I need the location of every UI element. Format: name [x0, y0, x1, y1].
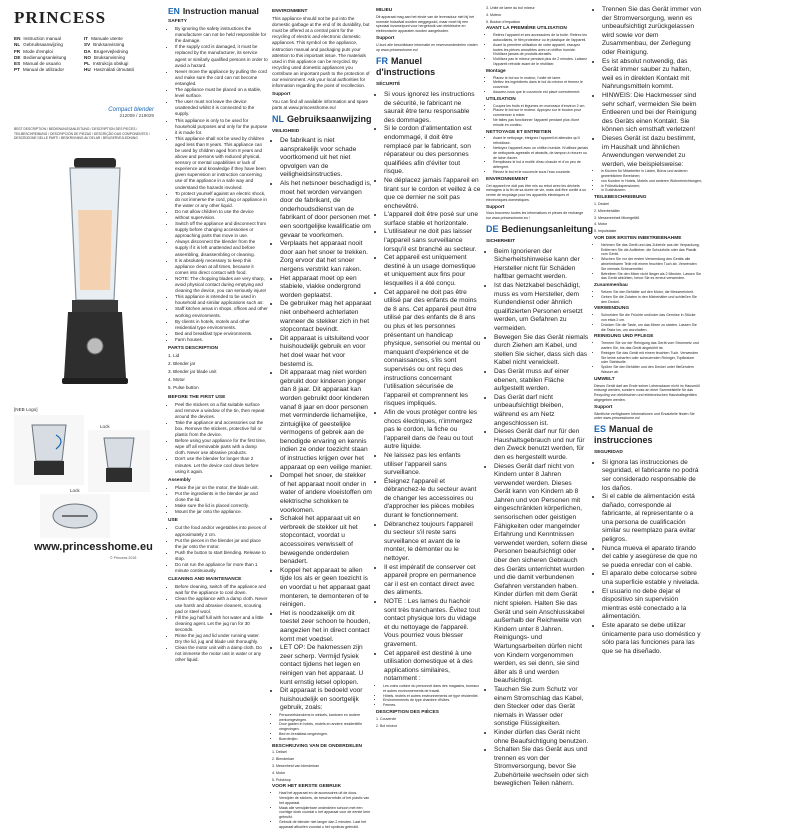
- first-use-list: • Peel the stickers on a flat suitable surface and remove a window of the tin, then repeat around the devices. • Take the appliance and accessories out the box. Remove the stickers, protective foil or plastic from the device. • Before using your appliance for the first time, wipe off all removable parts with a damp cloth. Never use abrasive products. • Don't use the blender for longer than 2 minutes. Let the device cool down before using it again.: [168, 402, 268, 475]
- section-title-de: DE Bedienungsanleitung: [486, 224, 594, 235]
- blender-illustration: [40, 150, 150, 390]
- assembly-heading: Assembly: [168, 477, 191, 483]
- cleaning-heading: REINIGUNG UND PFLEGE: [594, 334, 654, 340]
- column-nl-fr: MILIEU Dit apparaat mag aan het einde van de levensduur niet bij het normale huisafval worden weggegooid, maar moet bij een speciaal inzamelpunt voor hergebruik van elektrische en elektronische apparaten worden aangeboden. Support U kunt alle beschikbare informatie en reserveonderdelen vinden op www.princesshome.eu! FR Manuel d'instructions SÉCURITÉ • Si vous ignorez les instructions de sécurité, le fabricant ne saurait être tenu responsable des dommages. • Si le cordon d'alimentation est endommagé, il doit être remplacé par le fabricant, son réparateur ou des personnes qualifiées afin d'éviter tout risque. • Ne déplacez jamais l'appareil en tirant sur le cordon et veillez à ce que ce dernier ne soit pas enchevêtré. • L'appareil doit être posé sur une surface stable et horizontale. • L'utilisateur ne doit pas laisser l'appareil sans surveillance lorsqu'il est branché au secteur. • Cet appareil est uniquement destiné à un usage domestique et uniquement aux fins pour lesquelles il a été conçu. • Cet appareil ne doit pas être utilisé par des enfants de moins de 8 ans. Cet appareil peut être utilisé par des enfants de 8 ans ou plus et les personnes présentant un handicap physique, sensoriel ou mental ou manquant d'expérience et de connaissances, s'ils sont supervisés ou ont reçu des instructions concernant l'utilisation sécurisée de l'appareil et comprennent les risques impliqués. • Afin de vous protéger contre les chocs électriques, n'immergez pas le cordon, la fiche ou l'appareil dans de l'eau ou tout autre liquide. • Ne laissez pas les enfants utiliser l'appareil sans surveillance. • Éteignez l'appareil et débranchez-le du secteur avant de changer les accessoires ou d'approcher les pièces mobiles durant le fonctionnement. • Débranchez toujours l'appareil du secteur s'il reste sans surveillance et avant de le monter, le démonter ou le nettoyer. • Il est impératif de conserver cet appareil propre en permanence car il est en contact direct avec des aliments. • NOTE : Les lames du hachoir sont très tranchantes. Évitez tout contact physique lors du vidage et du nettoyage de l'appareil. Vous pourriez vous blesser gravement. • Cet appareil est destiné à une utilisation domestique et à des applications similaires, notamment : • Les coins cuisine du personnel dans des magasins, bureaux et autres environnements de travail. • Hôtels, motels et autres environnements de type résidentiel. • Environnements de type chambre d'hôtes. • Fermes. DESCRIPTION DES PIÈCES 1. Couvercle 2. Bol mixeur: [376, 6, 481, 730]
- assembly-heading: Zusammenbau: [594, 283, 628, 289]
- section-title-nl: NL Gebruiksaanwijzing: [272, 113, 372, 124]
- language-item: PT Manual de utilizador: [14, 67, 64, 73]
- product-title: Compact blender 212009 / 219029: [14, 107, 154, 118]
- assembly-list: • Placez le bol sur le moteur, l'unité de lame. • Mettez les ingrédients dans le bol du mixeur et fermez le couvercle. • Assurez-vous que le couvercle est placé correctement.: [486, 76, 589, 95]
- assembly-diagram-3: [40, 494, 110, 538]
- parts-item: 2. Blender jar: [168, 361, 196, 367]
- language-item: NO Bruksanvisning: [84, 54, 126, 60]
- parts-item: 1. Lid: [168, 353, 180, 359]
- environment-text: This appliance should not be put into the domestic garbage at the end of its durability, but must be offered at a central point for the recycling of electric and electronic domestic appliances. This symbol on the appliance, instruction manual and packaging puts your attention to this important issue. The materials used in this appliance can be recycled. By recycling used domestic appliances you contribute an important push to the protection of our environment. Ask your local authorities for information regarding the point of recollection.: [272, 16, 370, 89]
- parts-item: 3. Blender jar blade unit: [168, 369, 217, 375]
- first-use-heading: AVANT LA PREMIÈRE UTILISATION: [486, 26, 567, 32]
- safety-sublist: • in Küchen für Mitarbeiter in Läden, Büros und anderen gewerblichen Bereichen; • von Kunden in Hotels, Motels und anderen Wohneinrichtungen; • in Frühstückspensionen; • in Gutshäusern.: [594, 169, 702, 193]
- parts-heading: BESCHRIJVING VAN DE ONDERDELEN: [272, 743, 362, 749]
- first-use-list: • Nehmen Sie das Gerät und das Zubehör aus der Verpackung. Entfernen Sie die Aufkleber, die Schutzfolie oder das Plastik vom Gerät. • Wischen Sie vor der ersten Verwendung des Geräts alle abnehmbaren Teile mit einem feuchten Tuch ab. Verwenden Sie niemals Scheuermittel. • Betreiben Sie den Mixer nicht länger als 2 Minuten. Lassen Sie das Gerät abkühlen, bevor Sie es erneut verwenden.: [594, 243, 702, 281]
- language-item: FR Mode d'emploi: [14, 48, 53, 54]
- parts-item: 4. Motor: [168, 377, 185, 383]
- column-en: [168, 6, 268, 663]
- safety-list-cont: • Trennen Sie das Gerät immer von der Stromversorgung, wenn es unbeaufsichtigt zurückgelassen wird sowie vor dem Zusammenbau, der Zerlegung oder Reinigung. • Es ist absolut notwendig, das Gerät immer sauber zu halten, weil es in direkten Kontakt mit Nahrungsmitteln kommt. • HINWEIS: Die Hackmesser sind sehr scharf, vermeiden Sie beim Entleeren und bei der Reinigung des Geräts einen Kontakt. Sie können sich ernsthaft verletzen! • Dieses Gerät ist dazu bestimmt, im Haushalt und ähnlichen Anwendungen verwendet zu werden, wie beispielsweise:: [594, 6, 702, 169]
- safety-heading: SEGURIDAD: [594, 450, 623, 456]
- assembly-diagram-2: [88, 430, 150, 492]
- assembly-heading: Montage: [486, 68, 506, 74]
- safety-list: • Beim Ignorieren der Sicherheitshinweise kann der Hersteller nicht für Schäden haftbar gemacht werden. • Ist das Netzkabel beschädigt, muss es vom Hersteller, dem Kundendienst oder ähnlich qualifizierten Personen ersetzt werden, um Gefahren zu vermeiden. • Bewegen Sie das Gerät niemals durch Ziehen am Kabel, und stellen Sie sicher, dass sich das Kabel nicht verwickelt. • Das Gerät muss auf einer ebenen, stabilen Fläche aufgestellt werden. • Das Gerät darf nicht unbeaufsichtigt bleiben, während es am Netz angeschlossen ist. • Dieses Gerät darf nur für den Haushaltsgebrauch und nur für den Zweck benutzt werden, für den es hergestellt wurde. • Dieses Gerät darf nicht von Kindern unter 8 Jahren verwendet werden. Dieses Gerät kann von Kindern ab 8 Jahren und von Personen mit eingeschränkten körperlichen, sensorischen oder geistigen Fähigkeiten oder mangelnder Erfahrung und Kenntnissen verwendet werden, sofern diese Personen beaufsichtigt oder über den sicheren Gebrauch des Geräts unterrichtet wurden und die damit verbundenen Gefahren verstanden haben. Kinder dürfen mit dem Gerät nicht spielen. Halten Sie das Gerät und sein Anschlusskabel außerhalb der Reichweite von Kindern unter 8 Jahren. Reinigungs- und Wartungsarbeiten dürfen nicht von Kindern vorgenommen werden, es sei denn, sie sind älter als 8 und werden beaufsichtigt. • Tauchen Sie zum Schutz vor einem Stromschlag das Kabel, den Stecker oder das Gerät niemals in Wasser oder sonstige Flüssigkeiten. • Kinder dürfen das Gerät nicht ohne Beaufsichtigung benutzen. • Schalten Sie das Gerät aus und trennen es von der Stromversorgung, bevor Sie Zubehörteile wechseln oder sich beweglichen Teilen nähern.: [486, 248, 589, 789]
- language-item: ES Manual de usuario: [14, 61, 61, 67]
- support-text: You can find all available information and spare parts at www.princesshome.eu!: [272, 99, 369, 111]
- use-list: • Coupez les fruits et légumes en morceaux d'environ 2 cm. • Placez le bol sur le moteur. Appuyez sur le bouton pour commencer à mixer. • Ne faites pas fonctionner l'appareil pendant plus d'une minute en continu.: [486, 104, 589, 128]
- column-de-es: • Trennen Sie das Gerät immer von der Stromversorgung, wenn es unbeaufsichtigt zurückgelassen wird sowie vor dem Zusammenbau, der Zerlegung oder Reinigung. • Es ist absolut notwendig, das Gerät immer sauber zu halten, weil es in direkten Kontakt mit Nahrungsmitteln kommt. • HINWEIS: Die Hackmesser sind sehr scharf, vermeiden Sie beim Entleeren und bei der Reinigung des Geräts einen Kontakt. Sie können sich ernsthaft verletzen! • Dieses Gerät ist dazu bestimmt, im Haushalt und ähnlichen Anwendungen verwendet zu werden, wie beispielsweise: • in Küchen für Mitarbeiter in Läden, Büros und anderen gewerblichen Bereichen; • von Kunden in Hotels, Motels und anderen Wohneinrichtungen; • in Frühstückspensionen; • in Gutshäusern. TEILEBESCHREIBUNG 1. Deckel 2. Mixerbehälter 3. Messereinheit Mixergefäß 4. Motor 5. Impulstaste VOR DER ERSTEN INBETRIEBNAHME • Nehmen Sie das Gerät und das Zubehör aus der Verpackung. Entfernen Sie die Aufkleber, die Schutzfolie oder das Plastik vom Gerät. • Wischen Sie vor der ersten Verwendung des Geräts alle abnehmbaren Teile mit einem feuchten Tuch ab. Verwenden Sie niemals Scheuermittel. • Betreiben Sie den Mixer nicht länger als 2 Minuten. Lassen Sie das Gerät abkühlen, bevor Sie es erneut verwenden. Zusammenbau • Setzen Sie den Behälter auf den Motor, die Messereinheit. • Geben Sie die Zutaten in den Mixbehälter und schließen Sie den Deckel. VERWENDUNG • Schneiden Sie die Früchte und/oder das Gemüse in Stücke von etwa 2 cm. • Drücken Sie die Taste, um das Mixen zu starten. Lassen Sie die Taste los, um anzuhalten. REINIGUNG UND PFLEGE • Trennen Sie vor der Reinigung das Gerät vom Stromnetz und warten Sie, bis das Gerät abgekühlt ist. • Reinigen Sie das Gerät mit einem feuchten Tuch. Verwenden Sie keine scharfen oder scheuernden Reiniger, Topfkratzer oder Stahlwolle. • Spülen Sie den Behälter und den Deckel unter fließendem Wasser ab. UMWELT Dieses Gerät darf am Ende seiner Lebensdauer nicht im Hausmüll entsorgt werden, sondern muss an einer Sammelstelle für das Recycling von elektrischen und elektronischen Haushaltsgeräten abgegeben werden. Support Sämtliche verfügbaren Informationen und Ersatzteile finden Sie unter www.princesshome.eu! ES Manual de instrucciones SEGURIDAD • Si ignora las instrucciones de seguridad, el fabricante no podrá ser considerado responsable de los daños. • Si el cable de alimentación está dañado, corresponde al fabricante, al representante o a una persona de cualificación similar su reemplazo para evitar peligros. • Nunca mueva el aparato tirando del cable y asegúrese de que no se pueda enredar con el cable. • El aparato debe colocarse sobre una superficie estable y nivelada. • El usuario no debe dejar el dispositivo sin supervisión mientras esté conectado a la alimentación. • Este aparato se debe utilizar únicamente para uso doméstico y sólo para las funciones para las que se ha diseñado.: [594, 6, 702, 656]
- assembly-diagram-1: [14, 415, 84, 485]
- support-heading: Support: [594, 404, 613, 410]
- cleaning-list: • Avant le nettoyage, éteignez l'appareil et attendez qu'il refroidisse. • Nettoyez l'appareil avec un chiffon humide. N'utilisez jamais de nettoyants agressifs et abrasifs, de tampon à récurer ou de laine d'acier. • Remplissez le bol à moitié d'eau chaude et d'un peu de détergent. • Rincez le bol et le couvercle sous l'eau courante.: [486, 136, 589, 174]
- first-use-heading: BEFORE THE FIRST USE: [168, 394, 226, 400]
- support-heading: Support: [376, 35, 395, 41]
- parts-heading: PARTS DESCRIPTION: [168, 345, 219, 351]
- safety-heading: VEILIGHEID: [272, 128, 300, 134]
- language-item: SV Bruksanvisning: [84, 42, 125, 48]
- environment-heading: ENVIRONNEMENT: [486, 176, 529, 182]
- column-fr-de: 3. Unité de lame du bol mixeur 4. Moteur 5. Bouton d'impulsion AVANT LA PREMIÈRE UTILISATION • Retirez l'appareil et ses accessoires de la boîte. Retirez les autocollants, le film protecteur ou le plastique de l'appareil. • Avant la première utilisation de votre appareil, essuyez toutes les pièces amovibles avec un chiffon humide. N'utilisez jamais de produits abrasifs. • N'utilisez pas le mixeur pendant plus de 2 minutes. Laissez l'appareil refroidir avant de le réutiliser. Montage • Placez le bol sur le moteur, l'unité de lame. • Mettez les ingrédients dans le bol du mixeur et fermez le couvercle. • Assurez-vous que le couvercle est placé correctement. UTILISATION • Coupez les fruits et légumes en morceaux d'environ 2 cm. • Placez le bol sur le moteur. Appuyez sur le bouton pour commencer à mixer. • Ne faites pas fonctionner l'appareil pendant plus d'une minute en continu. NETTOYAGE ET ENTRETIEN • Avant le nettoyage, éteignez l'appareil et attendez qu'il refroidisse. • Nettoyez l'appareil avec un chiffon humide. N'utilisez jamais de nettoyants agressifs et abrasifs, de tampon à récurer ou de laine d'acier. • Remplissez le bol à moitié d'eau chaude et d'un peu de détergent. • Rincez le bol et le couvercle sous l'eau courante. ENVIRONNEMENT Cet appareil ne doit pas être mis au rebut avec les déchets ménagers à la fin de sa durée de vie, mais doit être confié à un centre de recyclage pour les appareils électriques et électroniques domestiques. Support Vous trouverez toutes les informations et pièces de rechange sur www.princesshome.eu ! DE Bedienungsanleitung SICHERHEIT • Beim Ignorieren der Sicherheitshinweise kann der Hersteller nicht für Schäden haftbar gemacht werden. • Ist das Netzkabel beschädigt, muss es vom Hersteller, dem Kundendienst oder ähnlich qualifizierten Personen ersetzt werden, um Gefahren zu vermeiden. • Bewegen Sie das Gerät niemals durch Ziehen am Kabel, und stellen Sie sicher, dass sich das Kabel nicht verwickelt. • Das Gerät muss auf einer ebenen, stabilen Fläche aufgestellt werden. • Das Gerät darf nicht unbeaufsichtigt bleiben, während es am Netz angeschlossen ist. • Dieses Gerät darf nur für den Haushaltsgebrauch und nur für den Zweck benutzt werden, für den es hergestellt wurde. • Dieses Gerät darf nicht von Kindern unter 8 Jahren verwendet werden. Dieses Gerät kann von Kindern ab 8 Jahren und von Personen mit eingeschränkten körperlichen, sensorischen oder geistigen Fähigkeiten oder mangelnder Erfahrung und Kenntnissen verwendet werden, sofern diese Personen beaufsichtigt oder über den sicheren Gebrauch des Geräts unterrichtet wurden und die damit verbundenen Gefahren verstanden haben. Kinder dürfen mit dem Gerät nicht spielen. Halten Sie das Gerät und sein Anschlusskabel außerhalb der Reichweite von Kindern unter 8 Jahren. Reinigungs- und Wartungsarbeiten dürfen nicht von Kindern vorgenommen werden, es sei denn, sie sind älter als 8 und werden beaufsichtigt. • Tauchen Sie zum Schutz vor einem Stromschlag das Kabel, den Stecker oder das Gerät niemals in Wasser oder sonstige Flüssigkeiten. • Kinder dürfen das Gerät nicht ohne Beaufsichtigung benutzen. • Schalten Sie das Gerät aus und trennen es von der Stromversorgung, bevor Sie Zubehörteile wechseln oder sich beweglichen Teilen nähern.: [486, 6, 589, 789]
- support-heading: Support: [486, 204, 505, 210]
- safety-sublist: • Les coins cuisine du personnel dans des magasins, bureaux et autres environnements de travail. • Hôtels, motels et autres environnements de type résidentiel. • Environnements de type chambre d'hôtes. • Fermes.: [376, 684, 481, 708]
- environment-heading: UMWELT: [594, 376, 615, 382]
- support-heading: Support: [272, 92, 291, 98]
- language-list: [14, 36, 164, 74]
- product-description: BEST DESCRIPTION / BEDIENUNGSANLEITUNG / DESCRIPTION DES PIECES / TEILBESCHREIBUNG / DESCRIPCIÓN DE PIEZAS / DESCRIÇÃO DAS COMPONENTES / DESCRIZIONE DELLE PARTI / BESKRIVNING AV DELAR / BRUGERVEJLEDNING: [14, 127, 150, 140]
- parts-heading: TEILEBESCHREIBUNG: [594, 195, 647, 201]
- section-title-en: EN Instruction manual: [168, 6, 259, 16]
- use-list: • Cut the food and/or vegetables into pieces of approximately 2 cm. • Put the pieces in the blender jar and place the jar onto the motor. • Push the button to start blending. Release to stop. • Do not run the appliance for more than 1 minute continuously.: [168, 525, 268, 574]
- safety-list: • Si vous ignorez les instructions de sécurité, le fabricant ne saurait être tenu responsable des dommages. • Si le cordon d'alimentation est endommagé, il doit être remplacé par le fabricant, son réparateur ou des personnes qualifiées afin d'éviter tout risque. • Ne déplacez jamais l'appareil en tirant sur le cordon et veillez à ce que ce dernier ne soit pas enchevêtré. • L'appareil doit être posé sur une surface stable et horizontale. • L'utilisateur ne doit pas laisser l'appareil sans surveillance lorsqu'il est branché au secteur. • Cet appareil est uniquement destiné à un usage domestique et uniquement aux fins pour lesquelles il a été conçu. • Cet appareil ne doit pas être utilisé par des enfants de moins de 8 ans. Cet appareil peut être utilisé par des enfants de 8 ans ou plus et les personnes présentant un handicap physique, sensoriel ou mental ou manquant d'expérience et de connaissances, s'ils sont supervisés ou ont reçu des instructions concernant l'utilisation sécurisée de l'appareil et comprennent les risques impliqués. • Afin de vous protéger contre les chocs électriques, n'immergez pas le cordon, la fiche ou l'appareil dans de l'eau ou tout autre liquide. • Ne laissez pas les enfants utiliser l'appareil sans surveillance. • Éteignez l'appareil et débranchez-le du secteur avant de changer les accessoires ou d'approcher les pièces mobiles durant le fonctionnement. • Débranchez toujours l'appareil du secteur s'il reste sans surveillance et avant de le monter, le démonter ou le nettoyer. • Il est impératif de conserver cet appareil propre en permanence car il est en contact direct avec des aliments. • NOTE : Les lames du hachoir sont très tranchantes. Évitez tout contact physique lors du vidage et du nettoyage de l'appareil. Vous pourriez vous blesser gravement. • Cet appareil est destiné à une utilisation domestique et à des applications similaires, notamment :: [376, 91, 481, 684]
- use-list: • Schneiden Sie die Früchte und/oder das Gemüse in Stücke von etwa 2 cm. • Drücken Sie die Taste, um das Mixen zu starten. Lassen Sie die Taste los, um anzuhalten.: [594, 313, 702, 332]
- language-item: NL Gebruiksaanwijzing: [14, 42, 63, 48]
- first-use-list: • Haal het apparaat en de accessoires uit de doos. Verwijder de stickers, de beschermfolie of het plastic van het apparaat. • Maak alle verwijderbare onderdelen schoon met een vochtige doek voordat u het apparaat voor de eerste keer gebruikt. • Gebruik de blender niet langer dan 2 minuten. Laat het apparaat afkoelen voordat u het opnieuw gebruikt.: [272, 791, 372, 829]
- language-item: DE Bedienungsanleitung: [14, 54, 67, 60]
- safety-list: • By ignoring the safety instructions the manufacturer can not be held responsible for the damage. • If the supply cord is damaged, it must be replaced by the manufacturer, its service agent or similarly qualified persons in order to avoid a hazard. • Never move the appliance by pulling the cord and make sure the cord can not become entangled. • The appliance must be placed on a stable, level surface. • The user must not leave the device unattended whilst it is connected to the supply. • This appliance is only to be used for household purposes and only for the purpose it is made for. • This appliance shall not be used by children aged less than 8 years. This appliance can be used by children aged from 8 years and above and persons with reduced physical, sensory or mental capabilities or lack of experience and knowledge if they have been given supervision or instruction concerning use of the appliance in a safe way and understand the hazards involved. • To protect yourself against an electric shock, do not immerse the cord, plug or appliance in the water or any other liquid. • Do not allow children to use the device without supervision. • Switch off the appliance and disconnect from supply before changing accessories or approaching parts that move in use. • Always disconnect the blender from the supply if it is left unattended and before assembling, disassembling or cleaning. • It is absolutely necessary to keep this appliance clean at all times, because it comes into direct contact with food. • NOTE: The chopping blades are very sharp, avoid physical contact during emptying and cleaning the device, you can seriously injure! • This appliance is intended to be used in household and similar applications such as: • Staff kitchen areas in shops, offices and other working environments. • By clients in hotels, motels and other residential type environments. • Bed and breakfast type environments. • Farm houses.: [168, 26, 268, 343]
- section-title-es: ES Manual de instrucciones: [594, 424, 654, 446]
- safety-sublist: • Personeelskeukens in winkels, kantoren en andere werkomgevingen. • Door gasten in hotels, motels en andere residentiële omgevingen. • Bed en breakfast-omgevingen. • Boerderijen.: [272, 713, 372, 742]
- use-heading: VERWENDUNG: [594, 306, 630, 312]
- safety-list: • Si ignora las instrucciones de seguridad, el fabricante no podrá ser considerado responsable de los daños. • Si el cable de alimentación está dañado, corresponde al fabricante, al representante o a una persona de cualificación similar su reemplazo para evitar peligros. • Nunca mueva el aparato tirando del cable y asegúrese de que no se pueda enredar con el cable. • El aparato debe colocarse sobre una superficie estable y nivelada. • El usuario no debe dejar el dispositivo sin supervisión mientras esté conectado a la alimentación. • Este aparato se debe utilizar únicamente para uso doméstico y sólo para las funciones para las que se ha diseñado.: [594, 459, 702, 657]
- language-item: DA Brugervejledning: [84, 48, 129, 54]
- cleaning-list: • Trennen Sie vor der Reinigung das Gerät vom Stromnetz und warten Sie, bis das Gerät abgekühlt ist. • Reinigen Sie das Gerät mit einem feuchten Tuch. Verwenden Sie keine scharfen oder scheuernden Reiniger, Topfkratzer oder Stahlwolle. • Spülen Sie den Behälter und den Deckel unter fließendem Wasser ab.: [594, 341, 702, 375]
- first-use-heading: VOOR HET EERSTE GEBRUIK: [272, 784, 342, 790]
- safety-heading: SICHERHEIT: [486, 239, 516, 245]
- parts-heading: DESCRIPTION DES PIÈCES: [376, 709, 439, 715]
- use-heading: USE: [168, 518, 178, 524]
- safety-heading: SÉCURITÉ: [376, 82, 401, 88]
- language-item: PL Instrukcja obsługi: [84, 61, 129, 67]
- language-item: EN Instruction manual: [14, 36, 61, 41]
- column-nl: ENVIRONMENT This appliance should not be put into the domestic garbage at the end of its durability, but must be offered at a central point for the recycling of electric and electronic domestic appliances. This symbol on the appliance, instruction manual and packaging puts your attention to this important issue. The materials used in this appliance can be recycled. By recycling used domestic appliances you contribute an important push to the protection of our environment. Ask your local authorities for information regarding the point of recollection. Support You can find all available information and spare parts at www.princesshome.eu! NL Gebruiksaanwijzing VEILIGHEID • De fabrikant is niet aansprakelijk voor schade voortkomend uit het niet opvolgen van de veiligheidsinstructies. • Als het netsnoer beschadigd is, moet het worden vervangen door de fabrikant, de onderhoudsdienst van de fabrikant of door personen met een soortgelijke kwalificatie om gevaar te voorkomen. • Verplaats het apparaat nooit door aan het snoer te trekken. Zorg ervoor dat het snoer nergens verstrikt kan raken. • Het apparaat moet op een stabiele, vlakke ondergrond worden geplaatst. • De gebruiker mag het apparaat niet onbeheerd achterlaten wanneer de stekker zich in het stopcontact bevindt. • Dit apparaat is uitsluitend voor huishoudelijk gebruik en voor het doel waar het voor bestemd is. • Dit apparaat mag niet worden gebruikt door kinderen jonger dan 8 jaar. Dit apparaat kan worden gebruikt door kinderen vanaf 8 jaar en door personen met verminderde lichamelijke, zintuiglijke of geestelijke vermogens of gebrek aan de benodigde ervaring en kennis indien ze onder toezicht staan of instructies krijgen over het apparaat op een veilige manier. • Dompel het snoer, de stekker of het apparaat nooit onder in water of andere vloeistoffen om elektrische schokken te voorkomen. • Schakel het apparaat uit en verbreek de stekker uit het stopcontact, voordat u accessoires verwisselt of bewegende onderdelen benadert. • Koppel het apparaat te allen tijde los als er geen toezicht is en voordat u het apparaat gaat monteren, te demonteren of te reinigen. • Het is noodzakelijk om dit toestel zeer schoon te houden, aangezien het in direct contact komt met voedsel. • LET OP: De hakmessen zijn zeer scherp. Vermijd fysiek contact tijdens het legen en reinigen van het apparaat. U kunt ernstig letsel oplopen. • Dit apparaat is bedoeld voor huishoudelijk en soortgelijk gebruik, zoals: • Personeelskeukens in winkels, kantoren en andere werkomgevingen. • Door gasten in hotels, motels en andere residentiële omgevingen. • Bed en breakfast-omgevingen. • Boerderijen. BESCHRIJVING VAN DE ONDERDELEN 1. Deksel 2. Blenderkan 3. Mesenheid van blenderkan 4. Motor 5. Pulsknop VOOR HET EERSTE GEBRUIK • Haal het apparaat en de accessoires uit de doos. Verwijder de stickers, de beschermfolie of het plastic van het apparaat. • Maak alle verwijderbare onderdelen schoon met een vochtige doek voordat u het apparaat voor de eerste keer gebruikt. • Gebruik de blender niet langer dan 2 minuten. Laat het apparaat afkoelen voordat u het opnieuw gebruikt.: [272, 6, 372, 830]
- use-heading: UTILISATION: [486, 96, 516, 102]
- language-item: HU Használati útmutató: [84, 67, 135, 73]
- safety-heading: SAFETY: [168, 19, 187, 24]
- cleaning-heading: NETTOYAGE ET ENTRETIEN: [486, 129, 552, 135]
- document-date: © Princess 2018: [110, 556, 137, 560]
- first-use-list: • Retirez l'appareil et ses accessoires de la boîte. Retirez les autocollants, le film protecteur ou le plastique de l'appareil. • Avant la première utilisation de votre appareil, essuyez toutes les pièces amovibles avec un chiffon humide. N'utilisez jamais de produits abrasifs. • N'utilisez pas le mixeur pendant plus de 2 minutes. Laissez l'appareil refroidir avant de le réutiliser.: [486, 33, 589, 67]
- language-item: IT Manuale utente: [84, 36, 123, 41]
- product-model: 212009 / 219029: [119, 113, 154, 118]
- figure-label: [NEB Logo]: [14, 407, 38, 412]
- brand-logo: PRINCESS: [14, 8, 107, 27]
- figure-label: Lock: [70, 488, 80, 493]
- cleaning-list: • Before cleaning, switch off the appliance and wait for the appliance to cool down. • Clean the appliance with a damp cloth. Never use harsh and abrasive cleaners, scouring pad or steel wool. • Fill the jug half full with hot water and a little cleaning agent. Let the jug run for 30 seconds. • Rinse the jug and lid under running water. Dry the lid, jug and blade unit thoroughly. • Clean the motor unit with a damp cloth. Do not immerse the motor unit in water or any other liquid.: [168, 584, 268, 663]
- assembly-list: • Place the jar on the motor, the blade unit. • Put the ingredients in the blender jar and close the lid. • Make sure the lid is placed correctly. • Mount the jar onto the appliance.: [168, 485, 268, 515]
- website-url[interactable]: www.princesshome.eu: [34, 541, 153, 553]
- figure-label: Lock: [100, 424, 110, 429]
- parts-item: 5. Pulse button: [168, 385, 199, 391]
- section-title-fr: FR Manuel d'instructions: [376, 56, 436, 78]
- assembly-list: • Setzen Sie den Behälter auf den Motor, die Messereinheit. • Geben Sie die Zutaten in den Mixbehälter und schließen Sie den Deckel.: [594, 290, 702, 304]
- safety-list: • De fabrikant is niet aansprakelijk voor schade voortkomend uit het niet opvolgen van de veiligheidsinstructies. • Als het netsnoer beschadigd is, moet het worden vervangen door de fabrikant, de onderhoudsdienst van de fabrikant of door personen met een soortgelijke kwalificatie om gevaar te voorkomen. • Verplaats het apparaat nooit door aan het snoer te trekken. Zorg ervoor dat het snoer nergens verstrikt kan raken. • Het apparaat moet op een stabiele, vlakke ondergrond worden geplaatst. • De gebruiker mag het apparaat niet onbeheerd achterlaten wanneer de stekker zich in het stopcontact bevindt. • Dit apparaat is uitsluitend voor huishoudelijk gebruik en voor het doel waar het voor bestemd is. • Dit apparaat mag niet worden gebruikt door kinderen jonger dan 8 jaar. Dit apparaat kan worden gebruikt door kinderen vanaf 8 jaar en door personen met verminderde lichamelijke, zintuiglijke of geestelijke vermogens of gebrek aan de benodigde ervaring en kennis indien ze onder toezicht staan of instructies krijgen over het apparaat op een veilige manier. • Dompel het snoer, de stekker of het apparaat nooit onder in water of andere vloeistoffen om elektrische schokken te voorkomen. • Schakel het apparaat uit en verbreek de stekker uit het stopcontact, voordat u accessoires verwisselt of bewegende onderdelen benadert. • Koppel het apparaat te allen tijde los als er geen toezicht is en voordat u het apparaat gaat monteren, te demonteren of te reinigen. • Het is noodzakelijk om dit toestel zeer schoon te houden, aangezien het in direct contact komt met voedsel. • LET OP: De hakmessen zijn zeer scherp. Vermijd fysiek contact tijdens het legen en reinigen van het apparaat. U kunt ernstig letsel oplopen. • Dit apparaat is bedoeld voor huishoudelijk en soortgelijk gebruik, zoals:: [272, 137, 372, 713]
- first-use-heading: VOR DER ERSTEN INBETRIEBNAHME: [594, 236, 682, 242]
- environment-heading: MILIEU: [376, 8, 393, 13]
- environment-heading: ENVIRONMENT: [272, 9, 308, 14]
- cleaning-heading: CLEANING AND MAINTENANCE: [168, 577, 242, 583]
